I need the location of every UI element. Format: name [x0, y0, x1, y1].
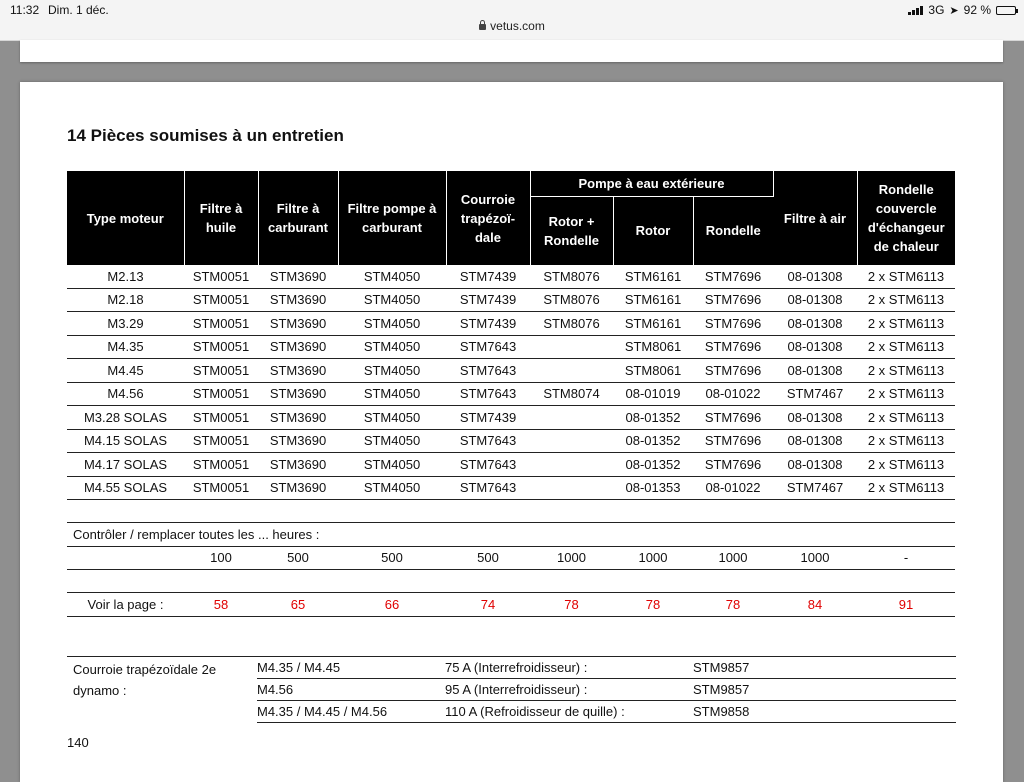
cell-rotor: 08-01352 — [613, 453, 693, 477]
cell-rondelle: STM7696 — [693, 265, 773, 288]
page-ref-value: 84 — [773, 593, 857, 617]
signal-icon — [908, 5, 923, 15]
interval-label-row — [67, 523, 955, 547]
cell-rotor-rondelle — [530, 429, 613, 453]
parts-table — [67, 171, 955, 617]
belt-label: Courroie trapézoïdale 2e dynamo : — [67, 657, 257, 723]
cell-rondelle-couvercle: 2 x STM6113 — [857, 476, 955, 500]
interval-value: 1000 — [613, 546, 693, 570]
cell-type-moteur: M4.56 — [67, 382, 184, 406]
table-row — [67, 429, 955, 453]
page-ref-value: 78 — [613, 593, 693, 617]
cell-filtre-air: 08-01308 — [773, 453, 857, 477]
page-ref-value: 58 — [184, 593, 258, 617]
header-filtre-huile: Filtre à huile — [184, 171, 258, 265]
cell-filtre-pompe: STM4050 — [338, 406, 446, 430]
cell-filtre-air: 08-01308 — [773, 406, 857, 430]
cell-rondelle: STM7696 — [693, 288, 773, 312]
interval-value: 500 — [338, 546, 446, 570]
belt-models: M4.56 — [257, 679, 445, 701]
battery-icon — [996, 6, 1016, 15]
cell-filtre-carburant: STM3690 — [258, 359, 338, 383]
cell-rotor: STM6161 — [613, 265, 693, 288]
cell-rotor: STM8061 — [613, 359, 693, 383]
interval-value: 1000 — [693, 546, 773, 570]
cell-filtre-huile: STM0051 — [184, 429, 258, 453]
belt-table — [67, 656, 956, 723]
cell-rondelle: STM7696 — [693, 429, 773, 453]
header-courroie: Courroie trapézoï-dale — [446, 171, 530, 265]
cell-filtre-pompe: STM4050 — [338, 335, 446, 359]
cell-rondelle-couvercle: 2 x STM6113 — [857, 453, 955, 477]
header-filtre-carburant: Filtre à carburant — [258, 171, 338, 265]
spacer-row — [67, 570, 955, 593]
belt-part: STM9857 — [693, 657, 956, 679]
cell-filtre-carburant: STM3690 — [258, 453, 338, 477]
belt-models: M4.35 / M4.45 / M4.56 — [257, 701, 445, 723]
cell-rotor-rondelle — [530, 453, 613, 477]
header-filtre-pompe: Filtre pompe à carburant — [338, 171, 446, 265]
table-row — [67, 265, 955, 288]
header-filtre-air: Filtre à air — [773, 171, 857, 265]
lock-icon — [479, 24, 486, 30]
header-rondelle-couvercle: Rondelle couvercle d'échangeur de chaleur — [857, 171, 955, 265]
cell-filtre-pompe: STM4050 — [338, 312, 446, 336]
table-row — [67, 406, 955, 430]
status-time: 11:32 — [10, 3, 40, 17]
cell-filtre-air: 08-01308 — [773, 335, 857, 359]
status-indicators — [908, 3, 1016, 17]
address-url: vetus.com — [490, 19, 545, 33]
interval-value: 1000 — [530, 546, 613, 570]
cell-filtre-carburant: STM3690 — [258, 382, 338, 406]
page-title: 14 Pièces soumises à un entretien — [67, 126, 344, 145]
cell-type-moteur: M4.55 SOLAS — [67, 476, 184, 500]
belt-type: 110 A (Refroidisseur de quille) : — [445, 701, 693, 723]
page-ref-value: 91 — [857, 593, 955, 617]
cell-type-moteur: M2.13 — [67, 265, 184, 288]
cell-rotor: 08-01019 — [613, 382, 693, 406]
cell-courroie: STM7643 — [446, 382, 530, 406]
cell-rondelle: 08-01022 — [693, 382, 773, 406]
cell-rondelle-couvercle: 2 x STM6113 — [857, 382, 955, 406]
cell-rondelle: STM7696 — [693, 335, 773, 359]
cell-filtre-pompe: STM4050 — [338, 476, 446, 500]
cell-courroie: STM7439 — [446, 312, 530, 336]
table-row — [67, 453, 955, 477]
page-ref-value: 78 — [693, 593, 773, 617]
cell-type-moteur: M2.18 — [67, 288, 184, 312]
cell-filtre-air: 08-01308 — [773, 429, 857, 453]
page-ref-value: 66 — [338, 593, 446, 617]
cell-filtre-air: STM7467 — [773, 476, 857, 500]
cell-filtre-carburant: STM3690 — [258, 429, 338, 453]
cell-rondelle-couvercle: 2 x STM6113 — [857, 288, 955, 312]
cell-type-moteur: M3.28 SOLAS — [67, 406, 184, 430]
table-row — [67, 288, 955, 312]
cell-rondelle: STM7696 — [693, 359, 773, 383]
cell-type-moteur: M4.45 — [67, 359, 184, 383]
cell-rondelle: STM7696 — [693, 312, 773, 336]
cell-type-moteur: M4.35 — [67, 335, 184, 359]
cell-type-moteur: M3.29 — [67, 312, 184, 336]
cell-courroie: STM7643 — [446, 476, 530, 500]
cell-rondelle-couvercle: 2 x STM6113 — [857, 265, 955, 288]
header-rondelle: Rondelle — [693, 196, 773, 265]
status-bar — [0, 0, 1024, 41]
table-row — [67, 359, 955, 383]
page-ref-value: 74 — [446, 593, 530, 617]
page-ref-row — [67, 593, 955, 617]
cell-filtre-air: 08-01308 — [773, 288, 857, 312]
cell-filtre-carburant: STM3690 — [258, 312, 338, 336]
cell-courroie: STM7643 — [446, 335, 530, 359]
cell-rotor-rondelle: STM8076 — [530, 312, 613, 336]
cell-filtre-air: STM7467 — [773, 382, 857, 406]
page-ref-label: Voir la page : — [67, 593, 184, 617]
cell-filtre-carburant: STM3690 — [258, 288, 338, 312]
cell-rondelle: STM7696 — [693, 453, 773, 477]
table-row — [67, 335, 955, 359]
cell-filtre-huile: STM0051 — [184, 288, 258, 312]
cell-rondelle: STM7696 — [693, 406, 773, 430]
header-rotor: Rotor — [613, 196, 693, 265]
cell-courroie: STM7643 — [446, 453, 530, 477]
cell-rotor-rondelle: STM8074 — [530, 382, 613, 406]
cell-rondelle-couvercle: 2 x STM6113 — [857, 335, 955, 359]
cell-filtre-pompe: STM4050 — [338, 429, 446, 453]
cell-rondelle-couvercle: 2 x STM6113 — [857, 359, 955, 383]
cell-filtre-pompe: STM4050 — [338, 453, 446, 477]
cell-rotor: STM6161 — [613, 312, 693, 336]
status-date: Dim. 1 déc. — [48, 3, 109, 17]
table-row — [67, 476, 955, 500]
cell-rondelle-couvercle: 2 x STM6113 — [857, 312, 955, 336]
cell-filtre-air: 08-01308 — [773, 312, 857, 336]
cell-filtre-huile: STM0051 — [184, 406, 258, 430]
cell-filtre-huile: STM0051 — [184, 476, 258, 500]
cell-filtre-huile: STM0051 — [184, 335, 258, 359]
cell-courroie: STM7439 — [446, 288, 530, 312]
cell-courroie: STM7439 — [446, 265, 530, 288]
cell-rotor: STM6161 — [613, 288, 693, 312]
belt-models: M4.35 / M4.45 — [257, 657, 445, 679]
interval-value: 100 — [184, 546, 258, 570]
table-row — [67, 312, 955, 336]
location-icon: ➤ — [949, 4, 959, 17]
cell-rotor-rondelle — [530, 406, 613, 430]
cell-rotor-rondelle: STM8076 — [530, 288, 613, 312]
cell-type-moteur: M4.17 SOLAS — [67, 453, 184, 477]
network-label: 3G — [928, 3, 945, 17]
header-type-moteur: Type moteur — [67, 171, 184, 265]
page-ref-value: 65 — [258, 593, 338, 617]
belt-part: STM9857 — [693, 679, 956, 701]
interval-label: Contrôler / remplacer toutes les ... heures : — [67, 523, 955, 547]
header-pompe-group: Pompe à eau extérieure — [530, 171, 773, 196]
header-rotor-rondelle: Rotor + Rondelle — [530, 196, 613, 265]
cell-filtre-pompe: STM4050 — [338, 382, 446, 406]
cell-rotor: 08-01352 — [613, 429, 693, 453]
cell-rotor-rondelle — [530, 476, 613, 500]
interval-value: - — [857, 546, 955, 570]
cell-filtre-huile: STM0051 — [184, 359, 258, 383]
cell-rotor: STM8061 — [613, 335, 693, 359]
cell-type-moteur: M4.15 SOLAS — [67, 429, 184, 453]
previous-page — [20, 40, 1003, 62]
cell-filtre-pompe: STM4050 — [338, 265, 446, 288]
cell-rotor-rondelle — [530, 335, 613, 359]
cell-rondelle: 08-01022 — [693, 476, 773, 500]
cell-courroie: STM7439 — [446, 406, 530, 430]
cell-rotor: 08-01353 — [613, 476, 693, 500]
page-ref-value: 78 — [530, 593, 613, 617]
interval-value: 1000 — [773, 546, 857, 570]
page-number: 140 — [67, 735, 89, 750]
cell-filtre-air: 08-01308 — [773, 359, 857, 383]
interval-value: 500 — [258, 546, 338, 570]
table-row — [67, 382, 955, 406]
interval-row — [67, 546, 955, 570]
interval-value: 500 — [446, 546, 530, 570]
spacer-row — [67, 500, 955, 523]
cell-filtre-huile: STM0051 — [184, 453, 258, 477]
cell-courroie: STM7643 — [446, 429, 530, 453]
belt-part: STM9858 — [693, 701, 956, 723]
cell-rotor-rondelle — [530, 359, 613, 383]
cell-filtre-carburant: STM3690 — [258, 265, 338, 288]
cell-rondelle-couvercle: 2 x STM6113 — [857, 406, 955, 430]
cell-filtre-huile: STM0051 — [184, 265, 258, 288]
cell-rotor: 08-01352 — [613, 406, 693, 430]
cell-filtre-air: 08-01308 — [773, 265, 857, 288]
cell-rondelle-couvercle: 2 x STM6113 — [857, 429, 955, 453]
cell-filtre-huile: STM0051 — [184, 312, 258, 336]
cell-filtre-carburant: STM3690 — [258, 476, 338, 500]
cell-filtre-carburant: STM3690 — [258, 335, 338, 359]
belt-type: 75 A (Interrefroidisseur) : — [445, 657, 693, 679]
cell-filtre-huile: STM0051 — [184, 382, 258, 406]
cell-filtre-pompe: STM4050 — [338, 359, 446, 383]
cell-rotor-rondelle: STM8076 — [530, 265, 613, 288]
document-page — [20, 82, 1003, 782]
cell-filtre-carburant: STM3690 — [258, 406, 338, 430]
address-bar[interactable] — [0, 19, 1024, 33]
cell-courroie: STM7643 — [446, 359, 530, 383]
battery-percent: 92 % — [963, 3, 991, 17]
cell-filtre-pompe: STM4050 — [338, 288, 446, 312]
belt-type: 95 A (Interrefroidisseur) : — [445, 679, 693, 701]
